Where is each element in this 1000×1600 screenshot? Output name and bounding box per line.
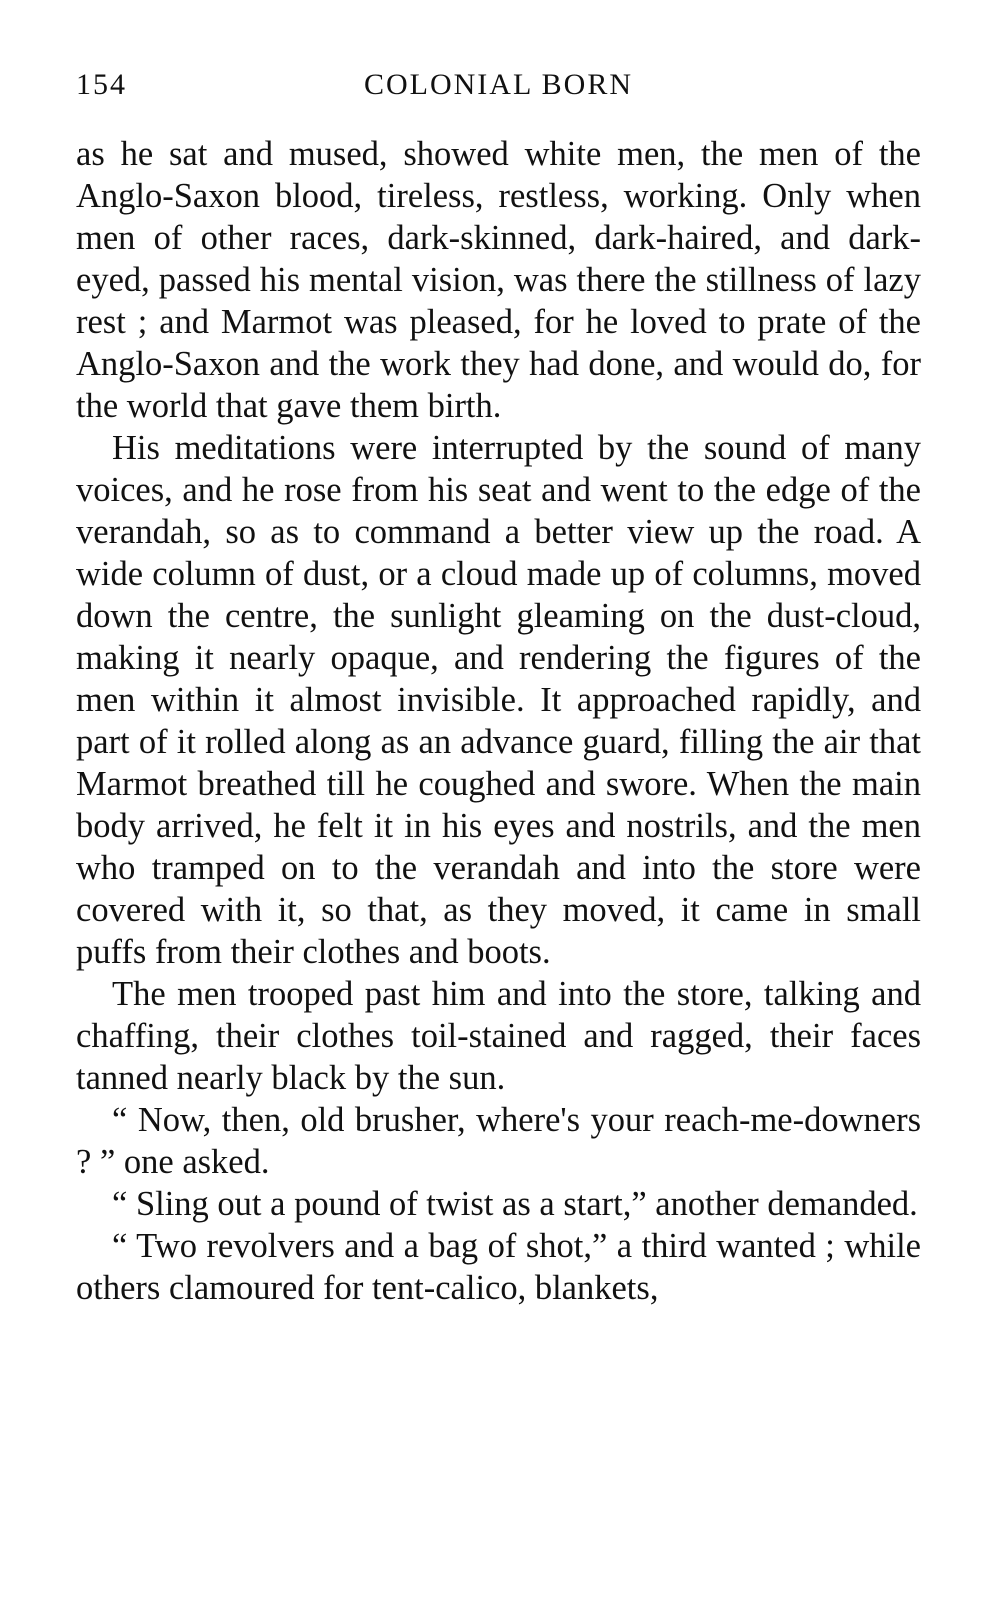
running-header xyxy=(76,68,921,112)
paragraph-continued: as he sat and mused, showed white men, the men of the Anglo-Saxon blood, tireless, restless, working. Only when men of other races, dark-skinned, dark-haired, and dark-eyed, passed his mental vision, was there the stillness of lazy rest ; and Marmot was pleased, for he loved to prate of the Anglo-Saxon and the work they had done, and would do, for the world that gave them birth. xyxy=(76,135,921,425)
dialogue-paragraph: “ Two revolvers and a bag of shot,” a third wanted ; while others clamoured for tent-calico, blankets, xyxy=(76,1227,921,1307)
running-title: COLONIAL BORN xyxy=(363,68,634,101)
body-text xyxy=(76,133,921,1309)
dialogue-paragraph: “ Now, then, old brusher, where's your reach-me-downers ? ” one asked. xyxy=(76,1101,921,1181)
page-number: 154 xyxy=(76,68,127,101)
dialogue-paragraph: “ Sling out a pound of twist as a start,” another demanded. xyxy=(112,1185,918,1223)
paragraph: His meditations were interrupted by the sound of many voices, and he rose from his seat and went to the edge of the verandah, so as to command a better view up the road. A wide column of dust, or a cloud made up of columns, moved down the centre, the sunlight gleaming on the dust-cloud, making it nearly opaque, and rendering the figures of the men within it almost invisible. It approached rapidly, and part of it rolled along as an advance guard, filling the air that Marmot breathed till he coughed and swore. When the main body arrived, he felt it in his eyes and nostrils, and the men who tramped on to the verandah and into the store were covered with it, so that, as they moved, it came in small puffs from their clothes and boots. xyxy=(76,429,921,971)
paragraph: The men trooped past him and into the store, talking and chaffing, their clothes toil-stained and ragged, their faces tanned nearly black by the sun. xyxy=(76,975,921,1097)
